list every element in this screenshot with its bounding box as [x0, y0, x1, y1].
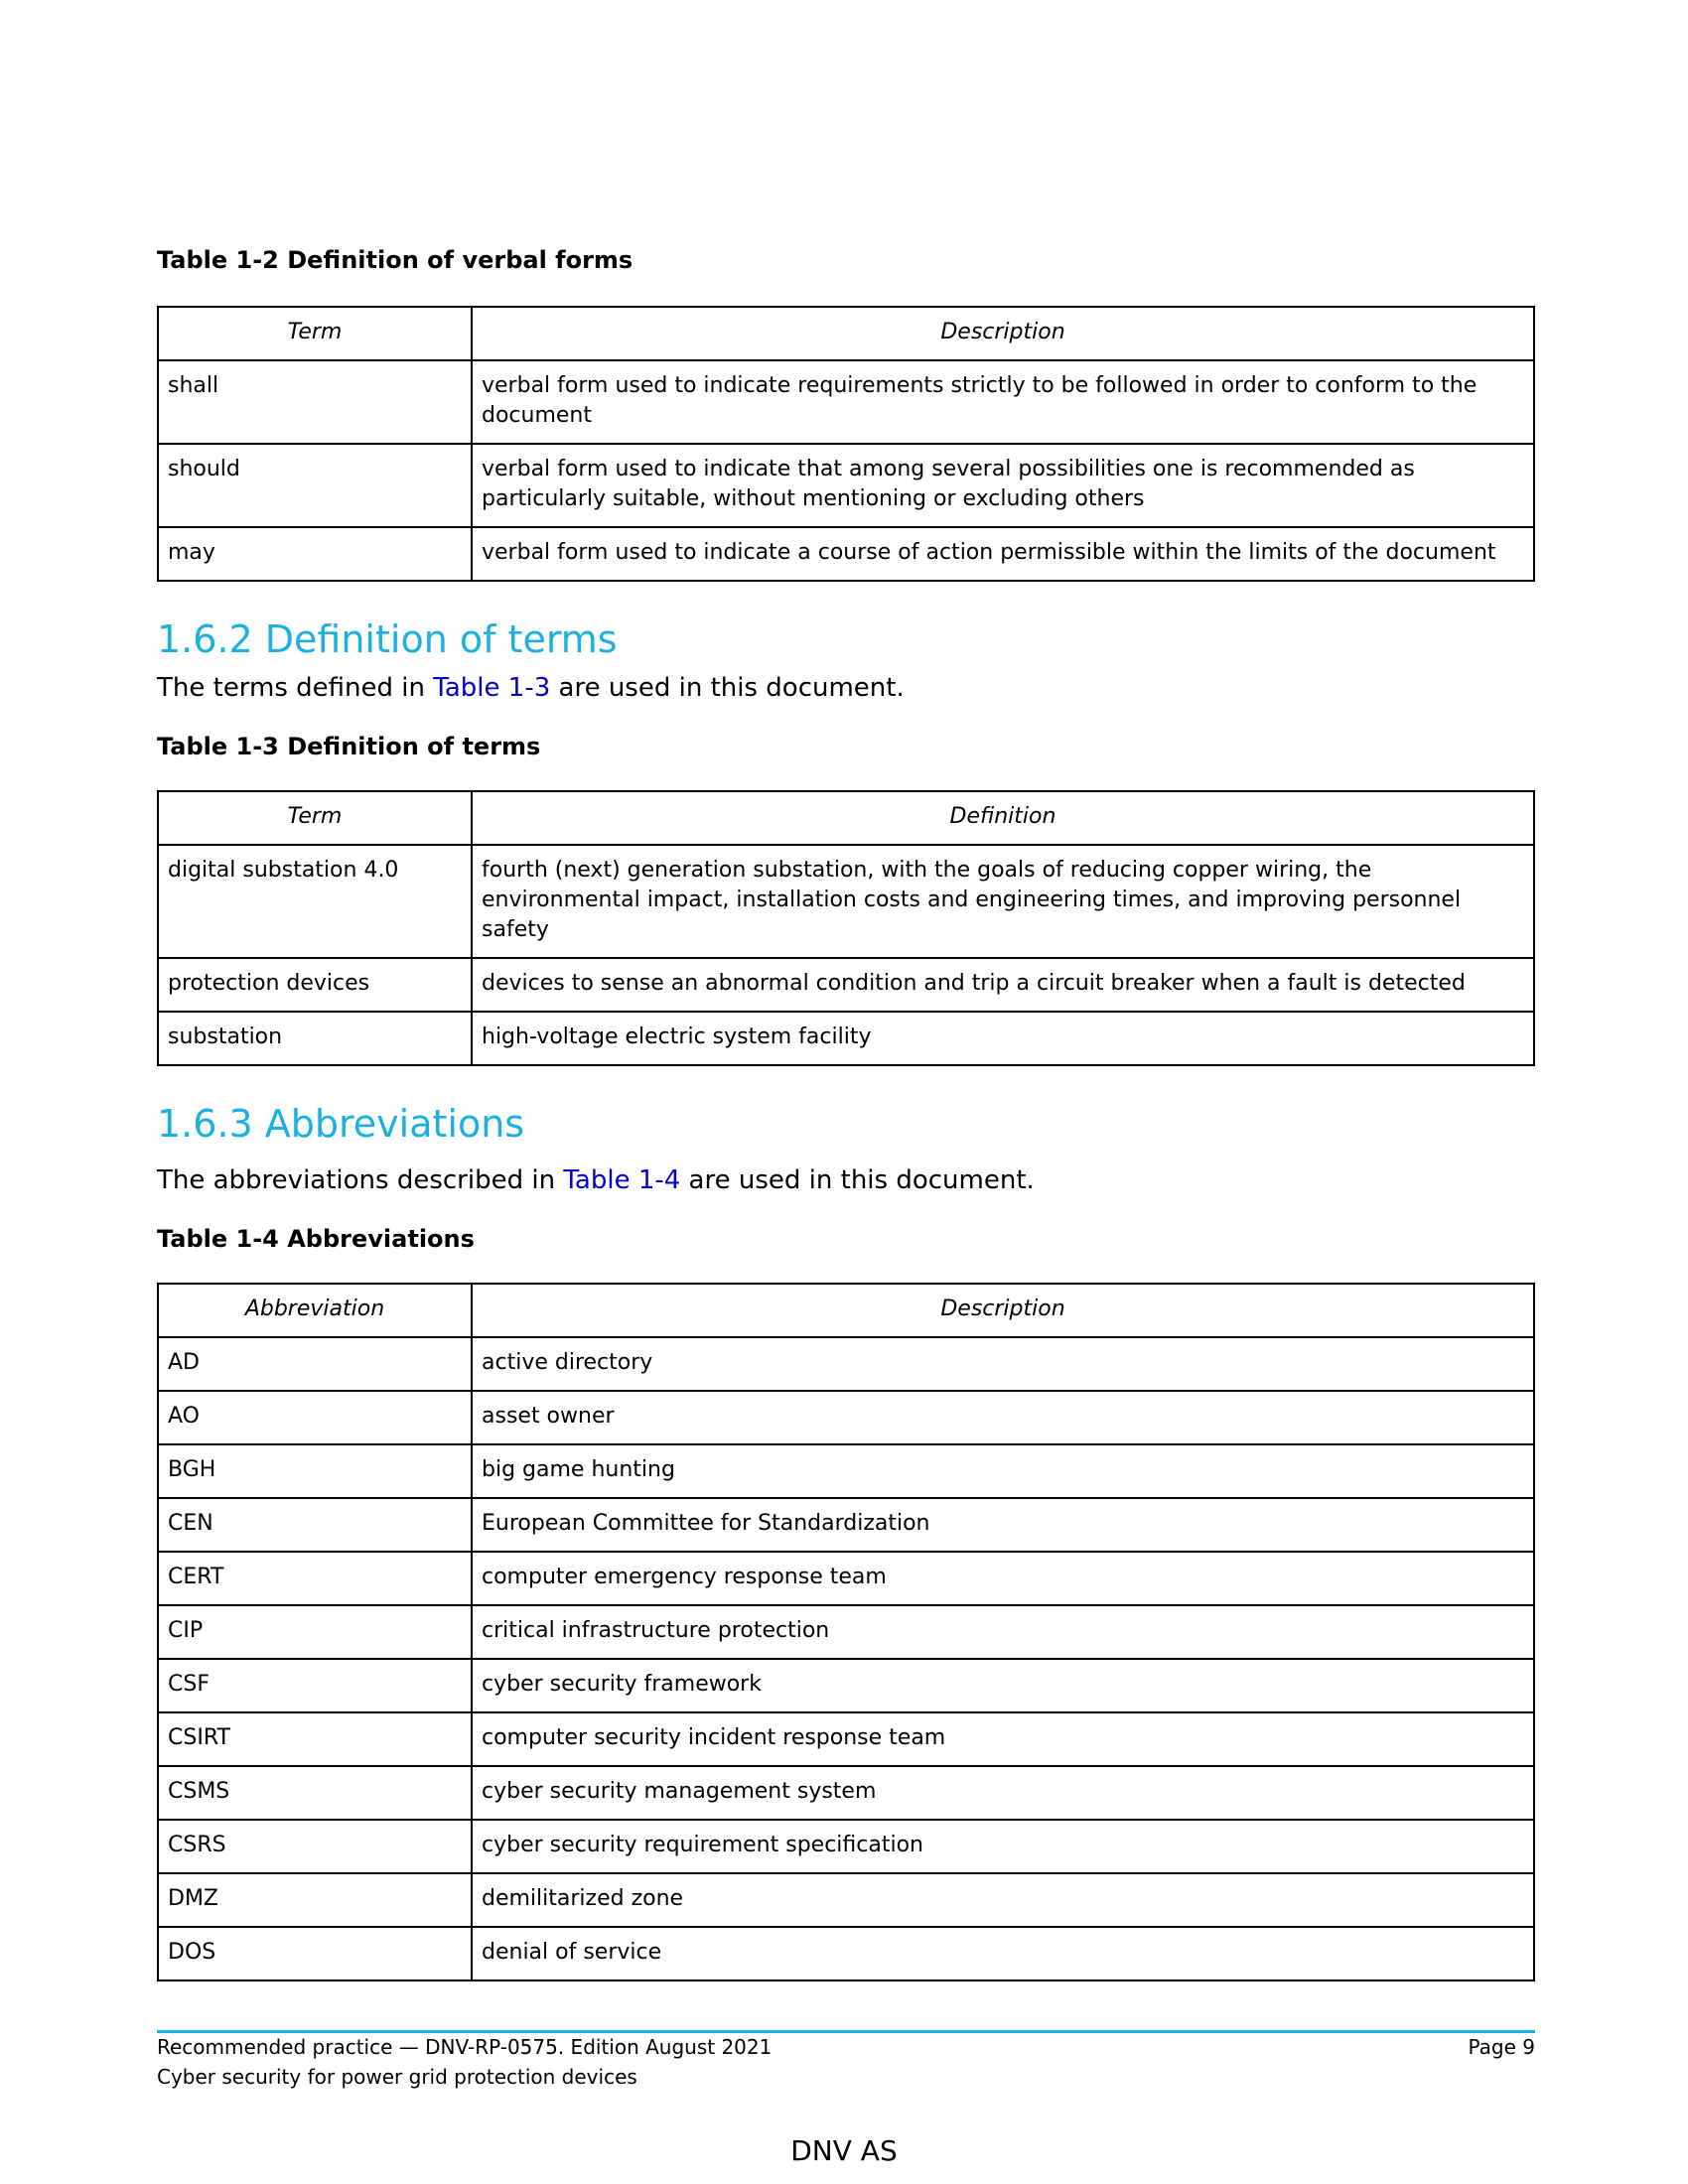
- column-header-term: Term: [158, 791, 472, 845]
- description-cell: cyber security framework: [472, 1659, 1534, 1712]
- table-row: [158, 527, 1534, 581]
- table-1-4-caption: Table 1-4 Abbreviations: [157, 1225, 475, 1253]
- description-cell: active directory: [472, 1337, 1534, 1391]
- description-cell: verbal form used to indicate requirements strictly to be followed in order to conform to the document: [472, 360, 1534, 444]
- column-header-description: Description: [472, 307, 1534, 360]
- table-1-4-link[interactable]: Table 1-4: [563, 1165, 681, 1195]
- table-row: [158, 1552, 1534, 1605]
- section-1-6-2-heading: 1.6.2 Definition of terms: [157, 617, 618, 661]
- section-1-6-2-intro: [157, 673, 905, 703]
- abbreviation-cell: CSMS: [158, 1766, 472, 1820]
- table-row: [158, 1659, 1534, 1712]
- description-cell: demilitarized zone: [472, 1873, 1534, 1927]
- footer-document-subtitle: Cyber security for power grid protection devices: [157, 2065, 637, 2089]
- term-cell: may: [158, 527, 472, 581]
- description-cell: computer security incident response team: [472, 1712, 1534, 1766]
- table-row: [158, 1337, 1534, 1391]
- table-row: [158, 1498, 1534, 1552]
- abbreviation-cell: DMZ: [158, 1873, 472, 1927]
- section-1-6-3-intro: [157, 1165, 1035, 1195]
- abbreviation-cell: CEN: [158, 1498, 472, 1552]
- description-cell: cyber security management system: [472, 1766, 1534, 1820]
- intro-text: The abbreviations described in: [157, 1165, 564, 1195]
- table-row: [158, 1873, 1534, 1927]
- description-cell: computer emergency response team: [472, 1552, 1534, 1605]
- abbreviation-cell: DOS: [158, 1927, 472, 1980]
- table-row: [158, 360, 1534, 444]
- table-header-row: [158, 791, 1534, 845]
- table-row: [158, 1766, 1534, 1820]
- term-cell: protection devices: [158, 958, 472, 1012]
- abbreviation-cell: AO: [158, 1391, 472, 1444]
- column-header-definition: Definition: [472, 791, 1534, 845]
- column-header-description: Description: [472, 1284, 1534, 1337]
- abbreviation-cell: CSRS: [158, 1820, 472, 1873]
- description-cell: big game hunting: [472, 1444, 1534, 1498]
- table-row: [158, 958, 1534, 1012]
- table-1-2-caption: Table 1-2 Definition of verbal forms: [157, 246, 633, 274]
- table-row: [158, 1927, 1534, 1980]
- intro-text: The terms defined in: [157, 673, 434, 703]
- abbreviation-cell: CSIRT: [158, 1712, 472, 1766]
- table-row: [158, 845, 1534, 958]
- page-number: Page 9: [1468, 2035, 1535, 2059]
- intro-text: are used in this document.: [680, 1165, 1035, 1195]
- table-row: [158, 1712, 1534, 1766]
- definition-of-terms-table: [157, 790, 1535, 1066]
- description-cell: verbal form used to indicate a course of action permissible within the limits of the document: [472, 527, 1534, 581]
- description-cell: asset owner: [472, 1391, 1534, 1444]
- table-row: [158, 1012, 1534, 1065]
- description-cell: critical infrastructure protection: [472, 1605, 1534, 1659]
- definition-cell: high-voltage electric system facility: [472, 1012, 1534, 1065]
- description-cell: cyber security requirement specification: [472, 1820, 1534, 1873]
- abbreviations-table: [157, 1283, 1535, 1981]
- table-row: [158, 1820, 1534, 1873]
- term-cell: should: [158, 444, 472, 527]
- abbreviation-cell: BGH: [158, 1444, 472, 1498]
- abbreviation-cell: CSF: [158, 1659, 472, 1712]
- table-row: [158, 1605, 1534, 1659]
- description-cell: European Committee for Standardization: [472, 1498, 1534, 1552]
- section-1-6-3-heading: 1.6.3 Abbreviations: [157, 1102, 525, 1146]
- table-1-3-caption: Table 1-3 Definition of terms: [157, 733, 541, 760]
- term-cell: digital substation 4.0: [158, 845, 472, 958]
- definition-cell: fourth (next) generation substation, with the goals of reducing copper wiring, the environmental impact, installation costs and engineering times, and improving personnel safety: [472, 845, 1534, 958]
- table-row: [158, 444, 1534, 527]
- footer-document-title: Recommended practice — DNV-RP-0575. Edition August 2021: [157, 2035, 773, 2059]
- column-header-term: Term: [158, 307, 472, 360]
- company-name: DNV AS: [790, 2134, 898, 2167]
- column-header-abbreviation: Abbreviation: [158, 1284, 472, 1337]
- table-header-row: [158, 1284, 1534, 1337]
- definition-cell: devices to sense an abnormal condition and trip a circuit breaker when a fault is detected: [472, 958, 1534, 1012]
- footer-divider: [157, 2030, 1535, 2033]
- table-row: [158, 1391, 1534, 1444]
- abbreviation-cell: CIP: [158, 1605, 472, 1659]
- table-header-row: [158, 307, 1534, 360]
- description-cell: denial of service: [472, 1927, 1534, 1980]
- table-1-3-link[interactable]: Table 1-3: [433, 673, 551, 703]
- verbal-forms-table: [157, 306, 1535, 582]
- abbreviation-cell: CERT: [158, 1552, 472, 1605]
- abbreviation-cell: AD: [158, 1337, 472, 1391]
- intro-text: are used in this document.: [550, 673, 905, 703]
- term-cell: shall: [158, 360, 472, 444]
- description-cell: verbal form used to indicate that among several possibilities one is recommended as particularly suitable, without mentioning or excluding others: [472, 444, 1534, 527]
- term-cell: substation: [158, 1012, 472, 1065]
- table-row: [158, 1444, 1534, 1498]
